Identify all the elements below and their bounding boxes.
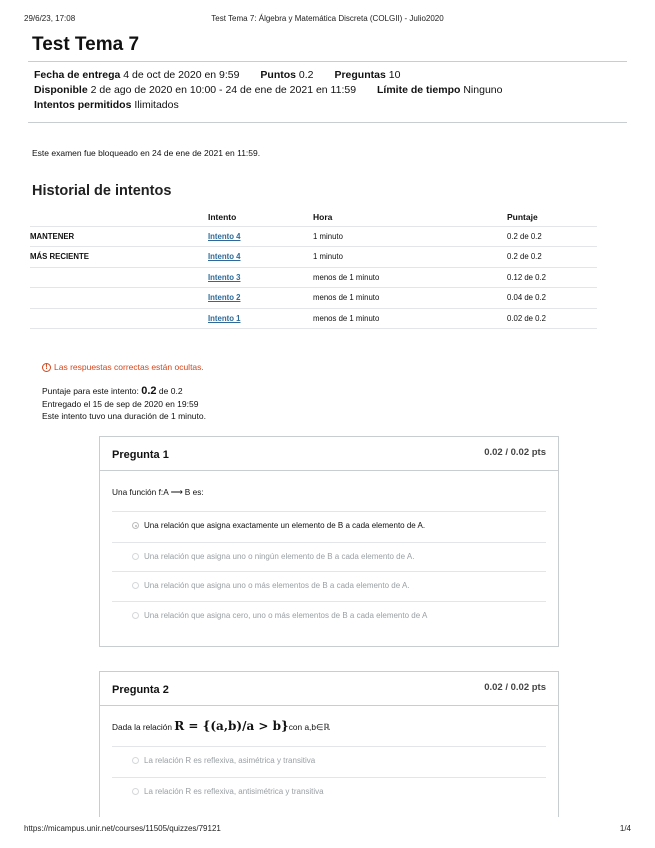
row-tag <box>30 267 208 288</box>
attempt-link[interactable]: Intento 3 <box>208 272 241 282</box>
print-date: 29/6/23, 17:08 <box>24 14 76 23</box>
answer-label: Una relación que asigna uno o más elementos de B a cada elemento de A. <box>144 581 410 590</box>
attempts-table <box>30 208 597 329</box>
time-limit-label: Límite de tiempo <box>376 84 461 96</box>
history-title: Historial de intentos <box>32 183 172 199</box>
column-header: Intento <box>208 211 237 222</box>
column-header: Hora <box>313 211 333 222</box>
warning-text: Las respuestas correctas están ocultas. <box>54 362 204 372</box>
questions-label: Preguntas <box>334 69 386 81</box>
answer-label: Una relación que asigna exactamente un elemento de B a cada elemento de A. <box>144 521 426 530</box>
question-title: Pregunta 2 <box>112 684 169 696</box>
radio-icon[interactable] <box>132 582 139 589</box>
due-value: 4 de oct de 2020 en 9:59 <box>123 69 240 81</box>
attempt-score: 0.12 de 0.2 <box>507 267 597 288</box>
divider <box>28 61 627 62</box>
question-text <box>100 706 558 746</box>
answer-option[interactable] <box>112 571 546 601</box>
question-2 <box>99 671 559 817</box>
question-header <box>100 437 558 471</box>
question-text-suffix: con a,b∈ℝ <box>288 722 330 732</box>
score-prefix: Puntaje para este intento: <box>42 386 139 396</box>
available-value: 2 de ago de 2020 en 10:00 - 24 de ene de 2021 en 11:59 <box>90 84 357 96</box>
answer-label: Una relación que asigna cero, uno o más elementos de B a cada elemento de A <box>144 610 428 620</box>
table-row <box>30 226 597 247</box>
attempt-time: menos de 1 minuto <box>313 308 507 329</box>
warning-icon: ! <box>42 363 51 372</box>
available-label: Disponible <box>34 84 88 96</box>
table-header-row <box>30 208 597 226</box>
question-text: Una función f:A ⟶ B es: <box>112 487 204 497</box>
attempt-link[interactable]: Intento 2 <box>208 293 241 303</box>
question-header <box>100 672 558 706</box>
print-url: https://micampus.unir.net/courses/11505/quizzes/79121 <box>24 824 221 833</box>
page-title: Test Tema 7 <box>32 34 140 55</box>
submitted-text: Entregado el 15 de sep de 2020 en 19:59 <box>42 398 199 409</box>
question-1 <box>99 436 559 647</box>
duration-text: Este intento tuvo una duración de 1 minuto. <box>42 411 206 421</box>
score-suffix: de 0.2 <box>158 386 183 396</box>
print-page-number: 1/4 <box>619 824 631 833</box>
print-doc-title: Test Tema 7: Álgebra y Matemática Discreta (COLGII) - Julio2020 <box>211 14 444 23</box>
radio-icon[interactable] <box>132 757 139 764</box>
radio-icon[interactable] <box>132 612 139 619</box>
divider <box>28 122 627 123</box>
time-limit-value: Ninguno <box>463 84 503 96</box>
answer-option[interactable] <box>112 542 546 572</box>
attempt-time: 1 minuto <box>313 247 507 268</box>
attempt-time: 1 minuto <box>313 226 507 247</box>
answer-option[interactable] <box>112 601 546 631</box>
question-formula: R = {(a,b)/a > b} <box>174 719 289 733</box>
attempt-time: menos de 1 minuto <box>313 288 507 309</box>
attempt-link[interactable]: Intento 4 <box>208 231 241 241</box>
hidden-answers-warning <box>42 362 204 372</box>
row-tag <box>30 288 208 309</box>
table-row <box>30 288 597 309</box>
points-value: 0.2 <box>298 69 314 81</box>
attempt-info <box>42 385 206 423</box>
print-header <box>24 14 631 26</box>
attempts-label: Intentos permitidos <box>34 99 132 111</box>
row-tag: MÁS RECIENTE <box>30 247 208 268</box>
radio-icon[interactable] <box>132 788 139 795</box>
quiz-details <box>34 68 502 113</box>
lock-note: Este examen fue bloqueado en 24 de ene de 2021 en 11:59. <box>32 148 261 158</box>
attempt-score: 0.2 de 0.2 <box>507 247 597 268</box>
question-points: 0.02 / 0.02 pts <box>484 682 546 693</box>
questions-value: 10 <box>388 69 401 81</box>
answer-label: La relación R es reflexiva, asimétrica y transitiva <box>144 756 316 765</box>
answer-option[interactable] <box>112 777 546 807</box>
attempts-value: Ilimitados <box>134 99 179 111</box>
score-value: 0.2 <box>141 385 157 397</box>
answer-option[interactable] <box>112 512 546 542</box>
question-text-prefix: Dada la relación <box>112 722 172 732</box>
attempt-score: 0.2 de 0.2 <box>507 226 597 247</box>
attempt-time: menos de 1 minuto <box>313 267 507 288</box>
radio-selected-icon[interactable] <box>132 522 139 529</box>
due-label: Fecha de entrega <box>34 69 121 81</box>
answer-label: La relación R es reflexiva, antisimétrica y transitiva <box>144 786 324 796</box>
answer-option[interactable] <box>112 747 546 777</box>
column-header: Puntaje <box>507 211 538 222</box>
attempt-score: 0.04 de 0.2 <box>507 288 597 309</box>
attempt-link[interactable]: Intento 4 <box>208 252 241 262</box>
points-label: Puntos <box>260 69 296 81</box>
attempt-link[interactable]: Intento 1 <box>208 313 241 323</box>
answer-label: Una relación que asigna uno o ningún elemento de B a cada elemento de A. <box>144 551 415 561</box>
row-tag: MANTENER <box>30 226 208 247</box>
attempt-score: 0.02 de 0.2 <box>507 308 597 329</box>
table-row <box>30 247 597 268</box>
table-row <box>30 267 597 288</box>
column-header <box>30 208 208 226</box>
table-row <box>30 308 597 329</box>
question-title: Pregunta 1 <box>112 449 169 461</box>
row-tag <box>30 308 208 329</box>
question-points: 0.02 / 0.02 pts <box>484 447 546 458</box>
radio-icon[interactable] <box>132 553 139 560</box>
